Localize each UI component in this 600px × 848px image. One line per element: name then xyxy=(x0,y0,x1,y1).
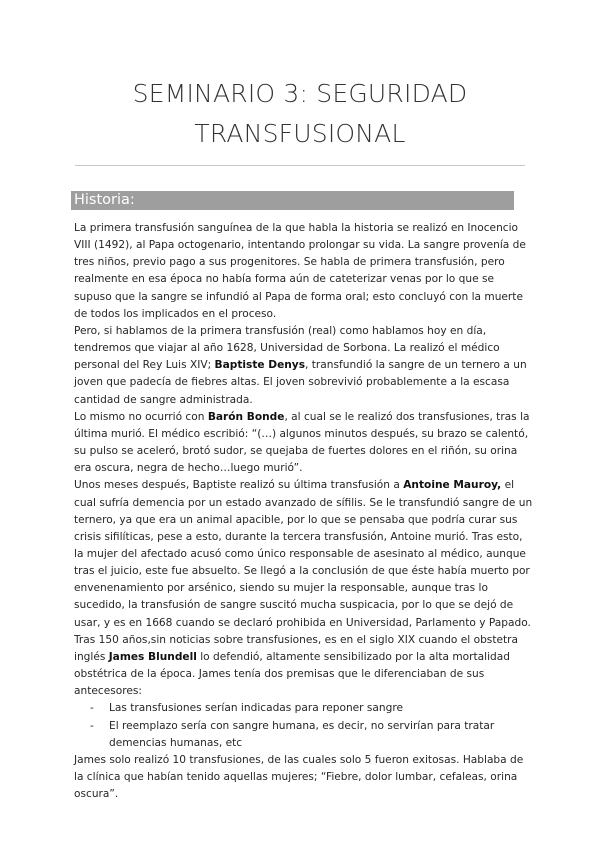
paragraph-2-text-a: Pero, si hablamos de la primera transfusión (real) como hablamos hoy en día, tendremos que viajar al año 1628, Universidad de Sorbona. La realizó el médico personal del Rey Luis XIV; xyxy=(74,324,500,372)
paragraph-5-text-b: lo defendió, altamente sensibilizado por la alta mortalidad obstétrica de la época. James tenía dos premisas que le diferenciaban de sus antecesores: xyxy=(74,650,510,698)
list-dash-marker: - xyxy=(90,702,94,715)
bold-name-baron-bonde: Barón Bonde xyxy=(207,410,285,423)
title-line-2: TRANSFUSIONAL xyxy=(194,119,406,148)
paragraph-5-text-a: Tras 150 años,sin noticias sobre transfusiones, es en el siglo XIX cuando el obstetra inglés xyxy=(74,633,518,663)
section-heading: Historia: xyxy=(74,192,135,208)
paragraph-2-text-b: , transfundió la sangre de un ternero a un joven que padecía de fiebres altas. El joven sobrevivió probablemente a la escasa cantidad de sangre administrada. xyxy=(74,359,527,406)
paragraph-3 xyxy=(74,409,534,478)
premises-list xyxy=(74,700,534,751)
paragraph-4-text-b: el cual sufría demencia por un estado avanzado de sífilis. Se le transfundió sangre de un ternero, ya que era un animal apacible, por lo que se pensaba que podría curar sus crisis sifilíticas, pese a esto, durante la tercera transfusión, Antoine murió. Tras esto, la mujer del afectado acusó como único responsable de asesinato al médico, aunque tras el juicio, este fue absuelto. Se llegó a la conclusión de que éste había muerto por envenenamiento por arsénico, siendo su mujer la responsable, aunque tras lo sucedido, la transfusión de sangre suscitó mucha suspicacia, por lo que se dejó de usar, y es en 1668 cuando se declaró prohibida en Universidad, Parlamento y Papado. xyxy=(74,479,533,629)
paragraph-3-text-b: , al cual se le realizó dos transfusiones, tras la última murió. El médico escribió: “(…) algunos minutos después, su brazo se calentó, su pulso se aceleró, brotó sudor, se quejaba de fuertes dolores en el riñón, su orina era oscura, negra de hecho…luego murió”. xyxy=(74,410,530,475)
paragraph-2 xyxy=(74,323,534,409)
paragraph-4 xyxy=(74,477,534,631)
section-heading-bar xyxy=(71,191,514,210)
paragraph-3-text-a: Lo mismo no ocurrió con xyxy=(74,410,208,423)
list-item-text: El reemplazo sería con sangre humana, es decir, no servirían para tratar demencias humanas, etc xyxy=(109,719,495,749)
paragraph-1: La primera transfusión sanguínea de la que habla la historia se realizó en Inocencio VIII (1492), al Papa octogenario, intentando prolongar su vida. La sangre provenía de tres niños, previo pago a sus progenitores. Se habla de primera transfusión, pero realmente en esa época no había forma aún de cateterizar venas por lo que se supuso que la sangre se infundió al Papa de forma oral; esto concluyó con la muerte de todos los implicados en el proceso. xyxy=(74,222,526,320)
bold-name-james-blundell: James Blundell xyxy=(108,650,197,663)
paragraph-6: James solo realizó 10 transfusiones, de las cuales solo 5 fueron exitosas. Hablaba de la clínica que habían tenido aquellas mujeres; “Fiebre, dolor lumbar, cefaleas, orina oscura”. xyxy=(74,753,524,801)
list-dash-marker: - xyxy=(90,719,94,732)
paragraph-4-text-a: Unos meses después, Baptiste realizó su última transfusión a xyxy=(74,479,404,492)
list-item xyxy=(74,700,534,717)
bold-name-baptiste-denys: Baptiste Denys xyxy=(214,359,306,372)
list-item xyxy=(74,718,534,752)
title-line-1: SEMINARIO 3: SEGURIDAD xyxy=(132,79,468,108)
document-title xyxy=(0,74,600,154)
bold-name-antoine-mauroy: Antoine Mauroy, xyxy=(403,479,502,492)
document-body xyxy=(74,220,534,803)
list-item-text: Las transfusiones serían indicadas para reponer sangre xyxy=(109,702,403,715)
title-divider xyxy=(75,165,525,166)
paragraph-5 xyxy=(74,632,534,701)
